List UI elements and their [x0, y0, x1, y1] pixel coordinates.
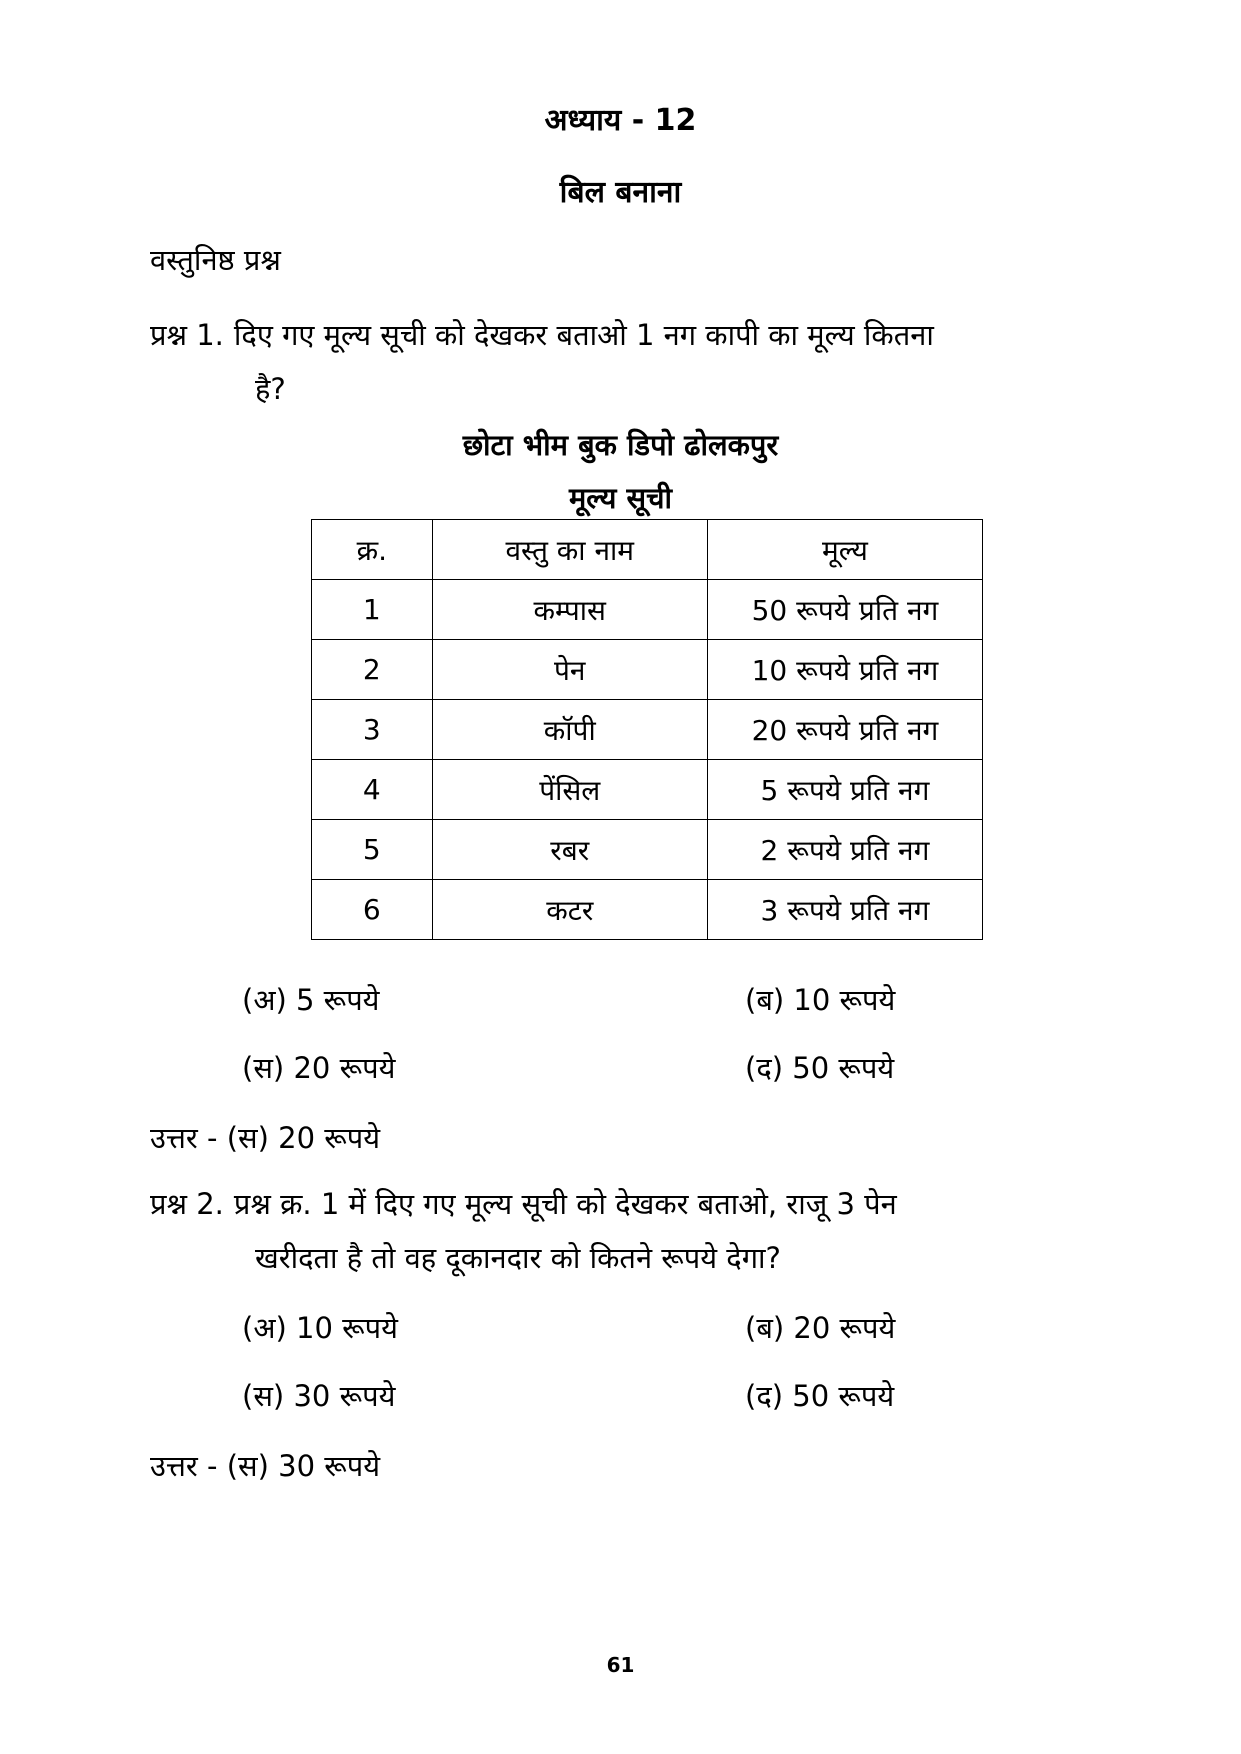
table-cell: कम्पास: [432, 580, 707, 640]
table-cell: 6: [312, 880, 433, 940]
table-row: [312, 700, 983, 760]
price-list-title: मूल्य सूची: [568, 481, 673, 515]
chapter-heading: अध्याय - 12: [544, 103, 697, 138]
question-1-label: प्रश्न 1.: [150, 318, 224, 352]
table-cell: पेंसिल: [432, 760, 707, 820]
question-2-text-line1: प्रश्न क्र. 1 में दिए गए मूल्य सूची को देखकर बताओ, राजू 3 पेन: [233, 1187, 897, 1221]
table-cell: पेन: [432, 640, 707, 700]
table-cell: रबर: [432, 820, 707, 880]
table-cell: 5 रूपये प्रति नग: [707, 760, 982, 820]
table-header-row: [312, 520, 983, 580]
question-1-text-line2: है?: [255, 372, 286, 406]
table-row: [312, 880, 983, 940]
question-2: [150, 1177, 1090, 1285]
table-cell: 20 रूपये प्रति नग: [707, 700, 982, 760]
table-row: [312, 640, 983, 700]
table-header-cell: मूल्य: [707, 520, 982, 580]
question-2-label: प्रश्न 2.: [150, 1187, 224, 1221]
table-cell: 3: [312, 700, 433, 760]
table-cell: 4: [312, 760, 433, 820]
question-2-option-b: (ब) 20 रूपये: [745, 1311, 896, 1345]
question-1: [150, 308, 1090, 416]
question-1-option-d: (द) 50 रूपये: [745, 1051, 895, 1085]
table-row: [312, 580, 983, 640]
page-number: 61: [606, 1653, 635, 1677]
question-1-option-b: (ब) 10 रूपये: [745, 983, 896, 1017]
table-cell: कटर: [432, 880, 707, 940]
table-header-cell: वस्तु का नाम: [432, 520, 707, 580]
question-1-text-line1: दिए गए मूल्य सूची को देखकर बताओ 1 नग कापी का मूल्य कितना: [233, 318, 934, 352]
question-1-option-a: (अ) 5 रूपये: [242, 983, 380, 1017]
question-2-text-line2: खरीदता है तो वह दूकानदार को कितने रूपये देगा?: [255, 1241, 781, 1275]
table-row: [312, 820, 983, 880]
table-cell: 3 रूपये प्रति नग: [707, 880, 982, 940]
question-2-answer: उत्तर - (स) 30 रूपये: [150, 1449, 381, 1483]
table-cell: 5: [312, 820, 433, 880]
table-cell: कॉपी: [432, 700, 707, 760]
table-row: [312, 760, 983, 820]
price-list-table: [311, 519, 983, 940]
table-cell: 1: [312, 580, 433, 640]
question-2-option-a: (अ) 10 रूपये: [242, 1311, 398, 1345]
table-cell: 2: [312, 640, 433, 700]
table-header-cell: क्र.: [312, 520, 433, 580]
table-cell: 2 रूपये प्रति नग: [707, 820, 982, 880]
question-1-option-c: (स) 20 रूपये: [242, 1051, 396, 1085]
table-cell: 10 रूपये प्रति नग: [707, 640, 982, 700]
table-cell: 50 रूपये प्रति नग: [707, 580, 982, 640]
section-heading: वस्तुनिष्ठ प्रश्न: [150, 243, 281, 277]
question-2-option-c: (स) 30 रूपये: [242, 1379, 396, 1413]
question-2-option-d: (द) 50 रूपये: [745, 1379, 895, 1413]
question-1-answer: उत्तर - (स) 20 रूपये: [150, 1121, 381, 1155]
chapter-title: बिल बनाना: [559, 175, 682, 210]
shop-name: छोटा भीम बुक डिपो ढोलकपुर: [462, 428, 779, 462]
